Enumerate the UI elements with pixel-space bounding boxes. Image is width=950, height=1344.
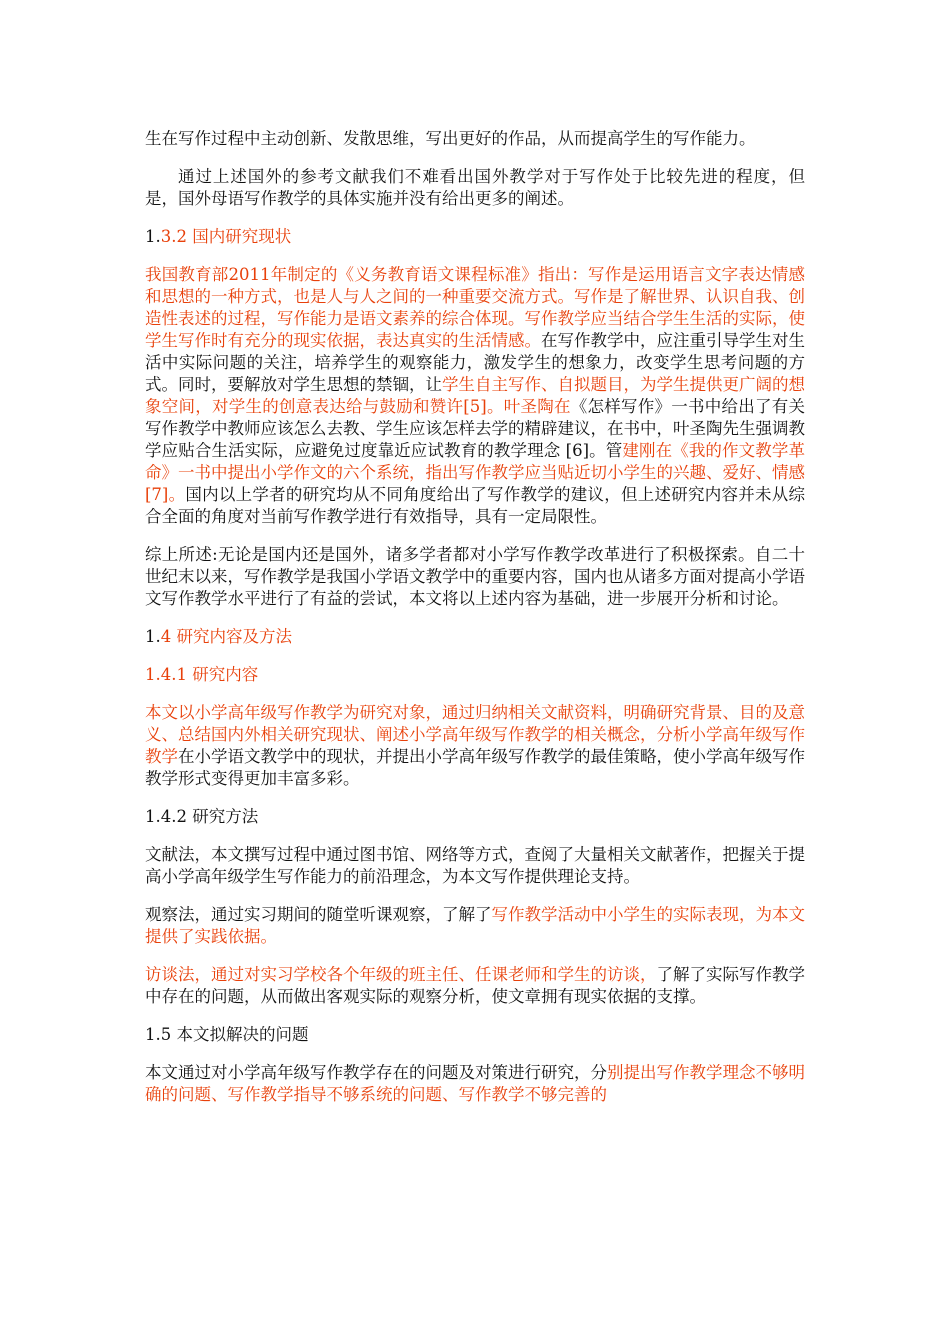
heading-1-5 (145, 1024, 805, 1046)
highlighted-text: 访谈法，通过对实习学校各个年级的班主任、任课老师和学生的访谈， (145, 965, 657, 984)
body-text: 在写作教学中，应注重引导学生对生活中实际问题的关注，培养学生的观察能力，激发学生的想象力，改变学生思考问题的方式。同时，要解放对学生思想的禁锢，让 (145, 331, 805, 394)
highlighted-text: 本文以小学高年级写作教学为研究对象，通过归纳相关文献资料，明确研究背景、目的及意义、总结国内外相关研究现状、阐述小学高年级写作教学的相关概念，分析小学高年级写作教学 (145, 703, 805, 766)
document-page (145, 128, 805, 1122)
highlighted-text: 1.4.1 研究内容 (145, 665, 259, 684)
body-text: 综上所述:无论是国内还是国外，诸多学者都对小学写作教学改革进行了积极探索。自二十世纪末以来，写作教学是我国小学语文教学中的重要内容，国内也从诸多方面对提高小学语文写作教学水平进行了有益的尝试，本文将以上述内容为基础，进一步展开分析和讨论。 (145, 545, 805, 608)
body-text: 生在写作过程中主动创新、发散思维，写出更好的作品，从而提高学生的写作能力。 (145, 129, 756, 148)
paragraph-foreign-summary (145, 166, 805, 210)
body-text: 本文通过对小学高年级写作教学存在的问题及对策进行研究，分 (145, 1063, 607, 1082)
body-text: 在小学语文教学中的现状，并提出小学高年级写作教学的最佳策略，使小学高年级写作教学形式变得更加丰富多彩。 (145, 747, 805, 788)
heading-1-4-2 (145, 806, 805, 828)
paragraph-summary (145, 544, 805, 610)
heading-1-3-2 (145, 226, 805, 248)
highlighted-text: 建刚在《我的作文教学革命》一书中提出小学作文的六个系统，指出写作教学应当贴近切小学生的兴趣、爱好、情感 [7]。 (145, 441, 805, 504)
paragraph-research-content (145, 702, 805, 790)
heading-1-4-1 (145, 664, 805, 686)
body-text: 通过上述国外的参考文献我们不难看出国外教学对于写作处于比较先进的程度，但 是，国外母语写作教学的具体实施并没有给出更多的阐述。 (145, 167, 805, 208)
body-text: 了解了实际写作教学中存在的问题，从而做出客观实际的观察分析，使文章拥有现实依据的支撑。 (145, 965, 805, 1006)
highlighted-text: 别提出写作教学理念不够明确的问题、写作教学指导不够系统的问题、写作教学不够完善的 (145, 1063, 805, 1104)
paragraph-literature-method (145, 844, 805, 888)
body-text: 1.5 本文拟解决的问题 (145, 1025, 309, 1044)
body-text: 国内以上学者的研究均从不同角度给出了写作教学的建议，但上述研究内容并未从综合全面的角度对当前写作教学进行有效指导，具有一定局限性。 (145, 485, 806, 526)
body-text: 《怎样写作》一书中给出了有关写作教学中教师应该怎么去教、学生应该怎样去学的精辟建议，在书中，叶圣陶先生强调教学应贴合生活实际，应避免过度靠近应试教育的教学理念 [6]。管 (145, 397, 806, 460)
highlighted-text: 3.2 国内研究现状 (160, 227, 292, 246)
paragraph-continuation (145, 128, 805, 150)
body-text: 文献法，本文撰写过程中通过图书馆、网络等方式，查阅了大量相关文献著作，把握关于提高小学高年级学生写作能力的前沿理念，为本文写作提供理论支持。 (145, 845, 805, 886)
paragraph-domestic-research (145, 264, 805, 528)
body-text: 1. (145, 627, 161, 646)
body-text: 1.4.2 研究方法 (145, 807, 259, 826)
highlighted-text: 写作教学活动中小学生的实际表现，为本文提供了实践依据。 (145, 905, 805, 946)
heading-1-4 (145, 626, 805, 648)
highlighted-text: 4 研究内容及方法 (160, 627, 292, 646)
paragraph-interview-method (145, 964, 805, 1008)
body-text: 观察法，通过实习期间的随堂听课观察，了解了 (145, 905, 492, 924)
body-text: 1. (145, 227, 161, 246)
paragraph-observation-method (145, 904, 805, 948)
paragraph-problems (145, 1062, 805, 1106)
highlighted-text: 我国教育部2011年制定的《义务教育语文课程标准》指出：写作是运用语言文字表达情感和思想的一种方式，也是人与人之间的一种重要交流方式。写作是了解世界、认识自我、创造性表述的过程，写作能力是语文素养的综合体现。写作教学应当结合学生生活的实际，使学生写作时有充分的现实依据，表达真实的生活情感。 (145, 265, 805, 350)
highlighted-text: 学生自主写作、自拟题目，为学生提供更广阔的想象空间，对学生的创意表达给与鼓励和赞许[5]。叶圣陶在 (145, 375, 805, 416)
